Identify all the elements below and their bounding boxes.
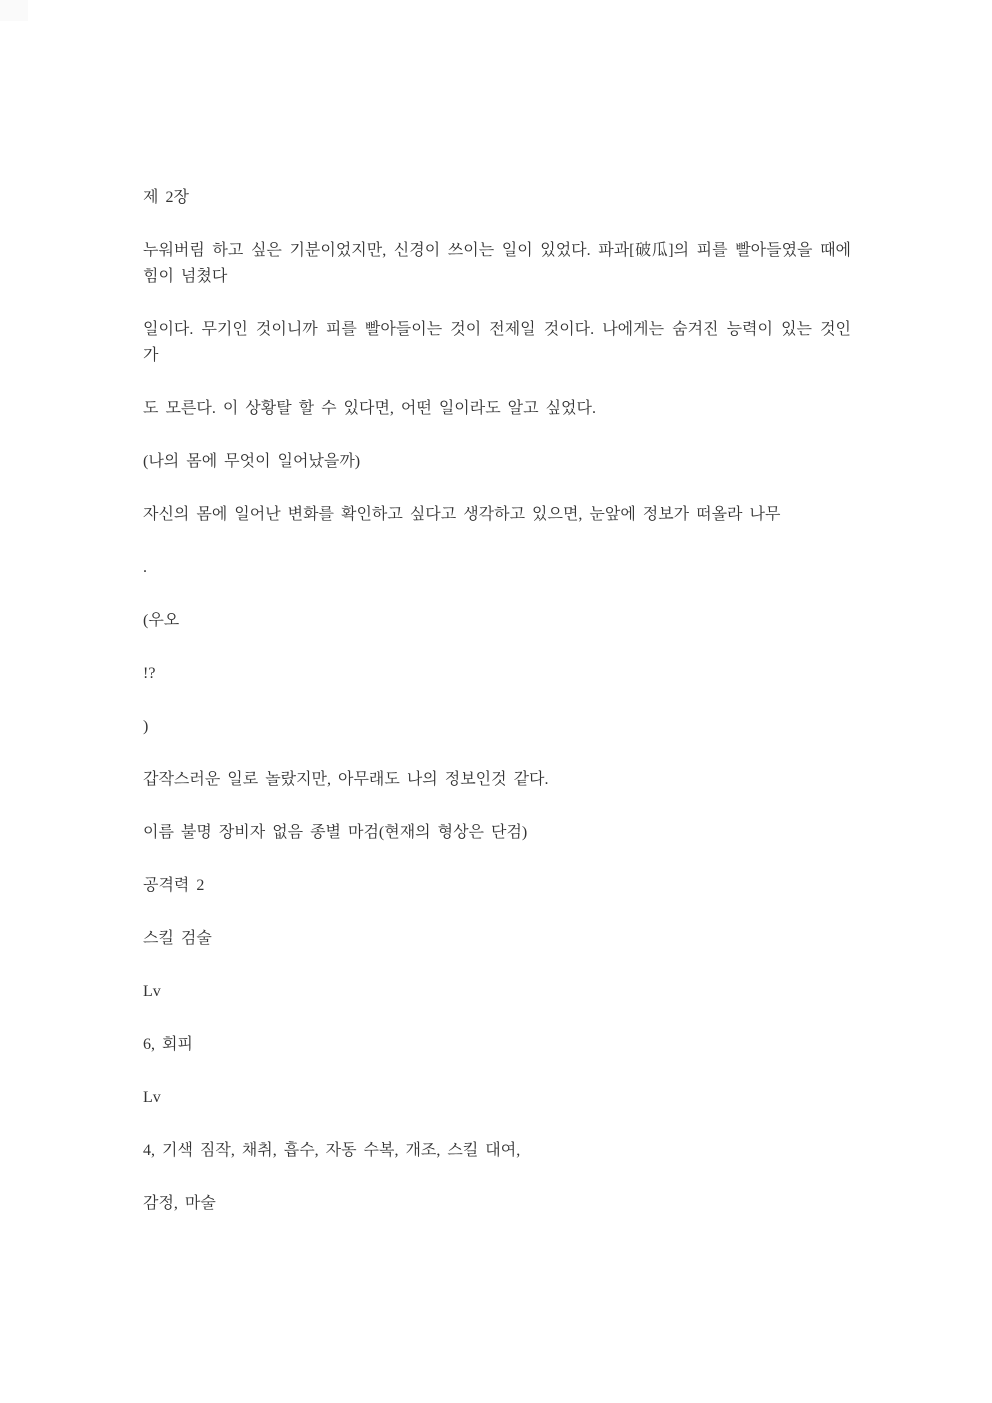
paragraph: 갑작스러운 일로 놀랐지만, 아무래도 나의 정보인것 같다. — [143, 771, 549, 788]
paragraph: 이름 불명 장비자 없음 종별 마검(현재의 형상은 단검) — [143, 824, 528, 841]
paragraph: Lv — [143, 983, 161, 1000]
paragraph: 도 모른다. 이 상황탈 할 수 있다면, 어떤 일이라도 알고 싶었다. — [143, 400, 596, 417]
paragraph: 일이다. 무기인 것이니까 피를 빨아들이는 것이 전제일 것이다. 나에게는 숨겨진 능력이 있는 것인가 — [143, 321, 851, 364]
paragraph: 스킬 검술 — [143, 930, 212, 947]
paragraph: 누워버림 하고 싶은 기분이었지만, 신경이 쓰이는 일이 있었다. 파과[破瓜]의 피를 빨아들였을 때에 힘이 넘쳤다 — [143, 242, 851, 285]
paragraph: !? — [143, 665, 156, 682]
document-content — [143, 185, 851, 1244]
chapter-heading: 제 2장 — [143, 189, 189, 206]
corner-artifact — [0, 0, 28, 21]
paragraph: ) — [143, 718, 149, 735]
paragraph: . — [143, 559, 147, 576]
paragraph: 자신의 몸에 일어난 변화를 확인하고 싶다고 생각하고 있으면, 눈앞에 정보가 떠올라 나무 — [143, 506, 781, 523]
paragraph: 4, 기색 짐작, 채취, 흡수, 자동 수복, 개조, 스킬 대여, — [143, 1142, 521, 1159]
paragraph: (나의 몸에 무엇이 일어났을까) — [143, 453, 361, 470]
paragraph: 공격력 2 — [143, 877, 205, 894]
paragraph: 6, 회피 — [143, 1036, 193, 1053]
paragraph: 감정, 마술 — [143, 1195, 216, 1212]
paragraph: Lv — [143, 1089, 161, 1106]
paragraph: (우오 — [143, 612, 180, 629]
